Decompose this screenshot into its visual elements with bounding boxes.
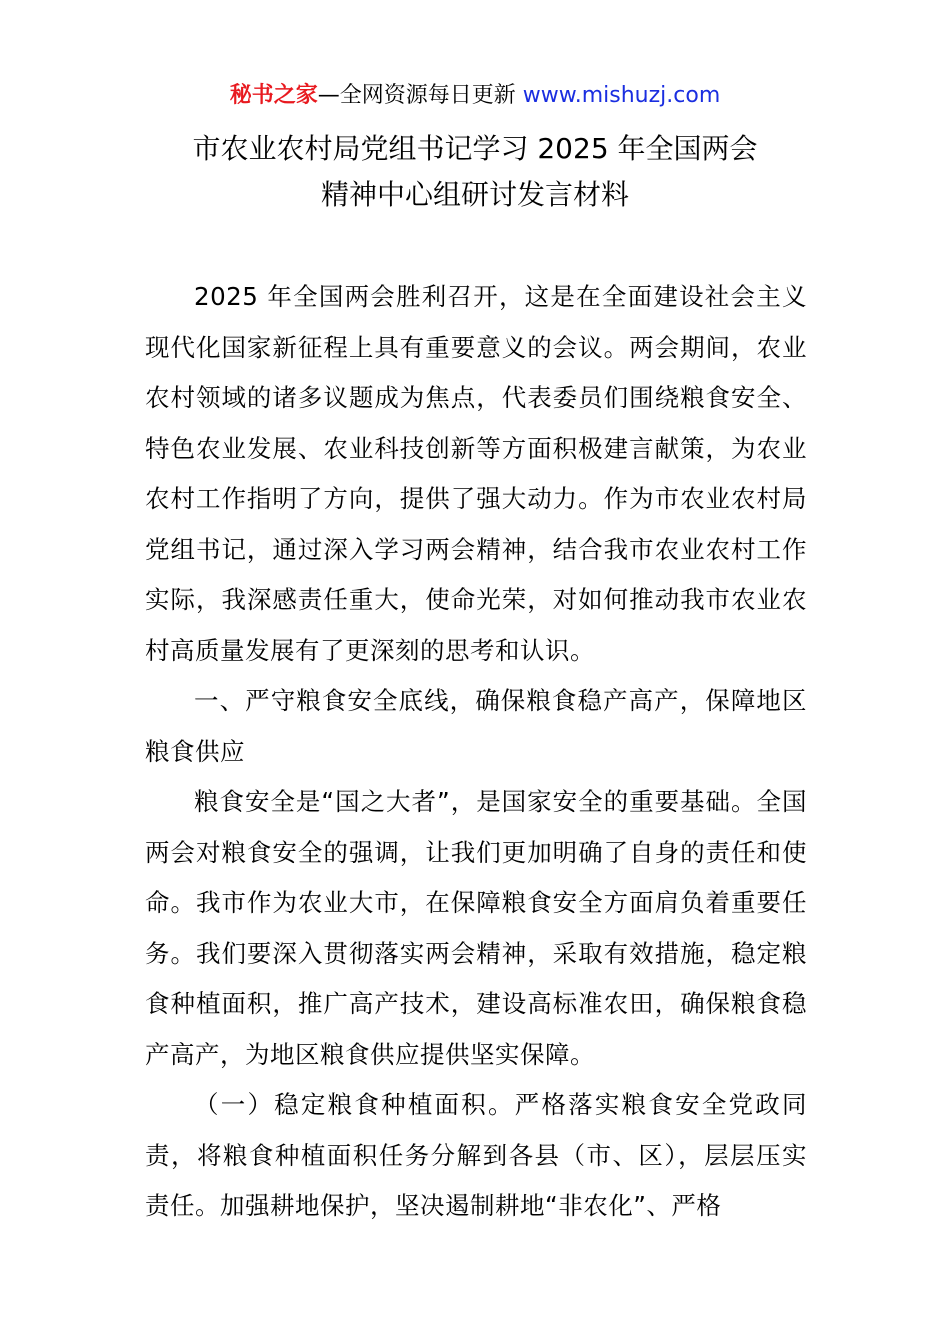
document-body (145, 272, 807, 1232)
subsection-1-paragraph: （一）稳定粮食种植面积。严格落实粮食安全党政同责，将粮食种植面积任务分解到各县（市、区），层层压实责任。加强耕地保护，坚决遏制耕地“非农化”、严格 (145, 1090, 807, 1220)
section-1-paragraph: 粮食安全是“国之大者”，是国家安全的重要基础。全国两会对粮食安全的强调，让我们更加明确了自身的责任和使命。我市作为农业大市，在保障粮食安全方面肩负着重要任务。我们要深入贯彻落实两会精神，采取有效措施，稳定粮食种植面积，推广高产技术，建设高标准农田，确保粮食稳产高产，为地区粮食供应提供坚实保障。 (145, 787, 807, 1069)
document-title (120, 126, 830, 218)
title-line-2: 精神中心组研讨发言材料 (320, 178, 629, 211)
site-header (0, 80, 950, 112)
brand-name: 秘书之家 (229, 83, 318, 108)
site-url-link[interactable]: www.mishuzj.com (522, 83, 721, 108)
title-line-1: 市农业农村局党组书记学习 2025 年全国两会 (192, 132, 758, 165)
intro-paragraph: 2025 年全国两会胜利召开，这是在全面建设社会主义现代化国家新征程上具有重要意义的会议。两会期间，农业农村领域的诸多议题成为焦点，代表委员们围绕粮食安全、特色农业发展、农业科技创新等方面积极建言献策，为农业农村工作指明了方向，提供了强大动力。作为市农业农村局党组书记，通过深入学习两会精神，结合我市农业农村工作实际，我深感责任重大，使命光荣，对如何推动我市农业农村高质量发展有了更深刻的思考和认识。 (145, 282, 807, 665)
header-tagline: —全网资源每日更新 (317, 83, 523, 108)
section-1-heading: 一、严守粮食安全底线，确保粮食稳产高产，保障地区粮食供应 (145, 686, 807, 766)
